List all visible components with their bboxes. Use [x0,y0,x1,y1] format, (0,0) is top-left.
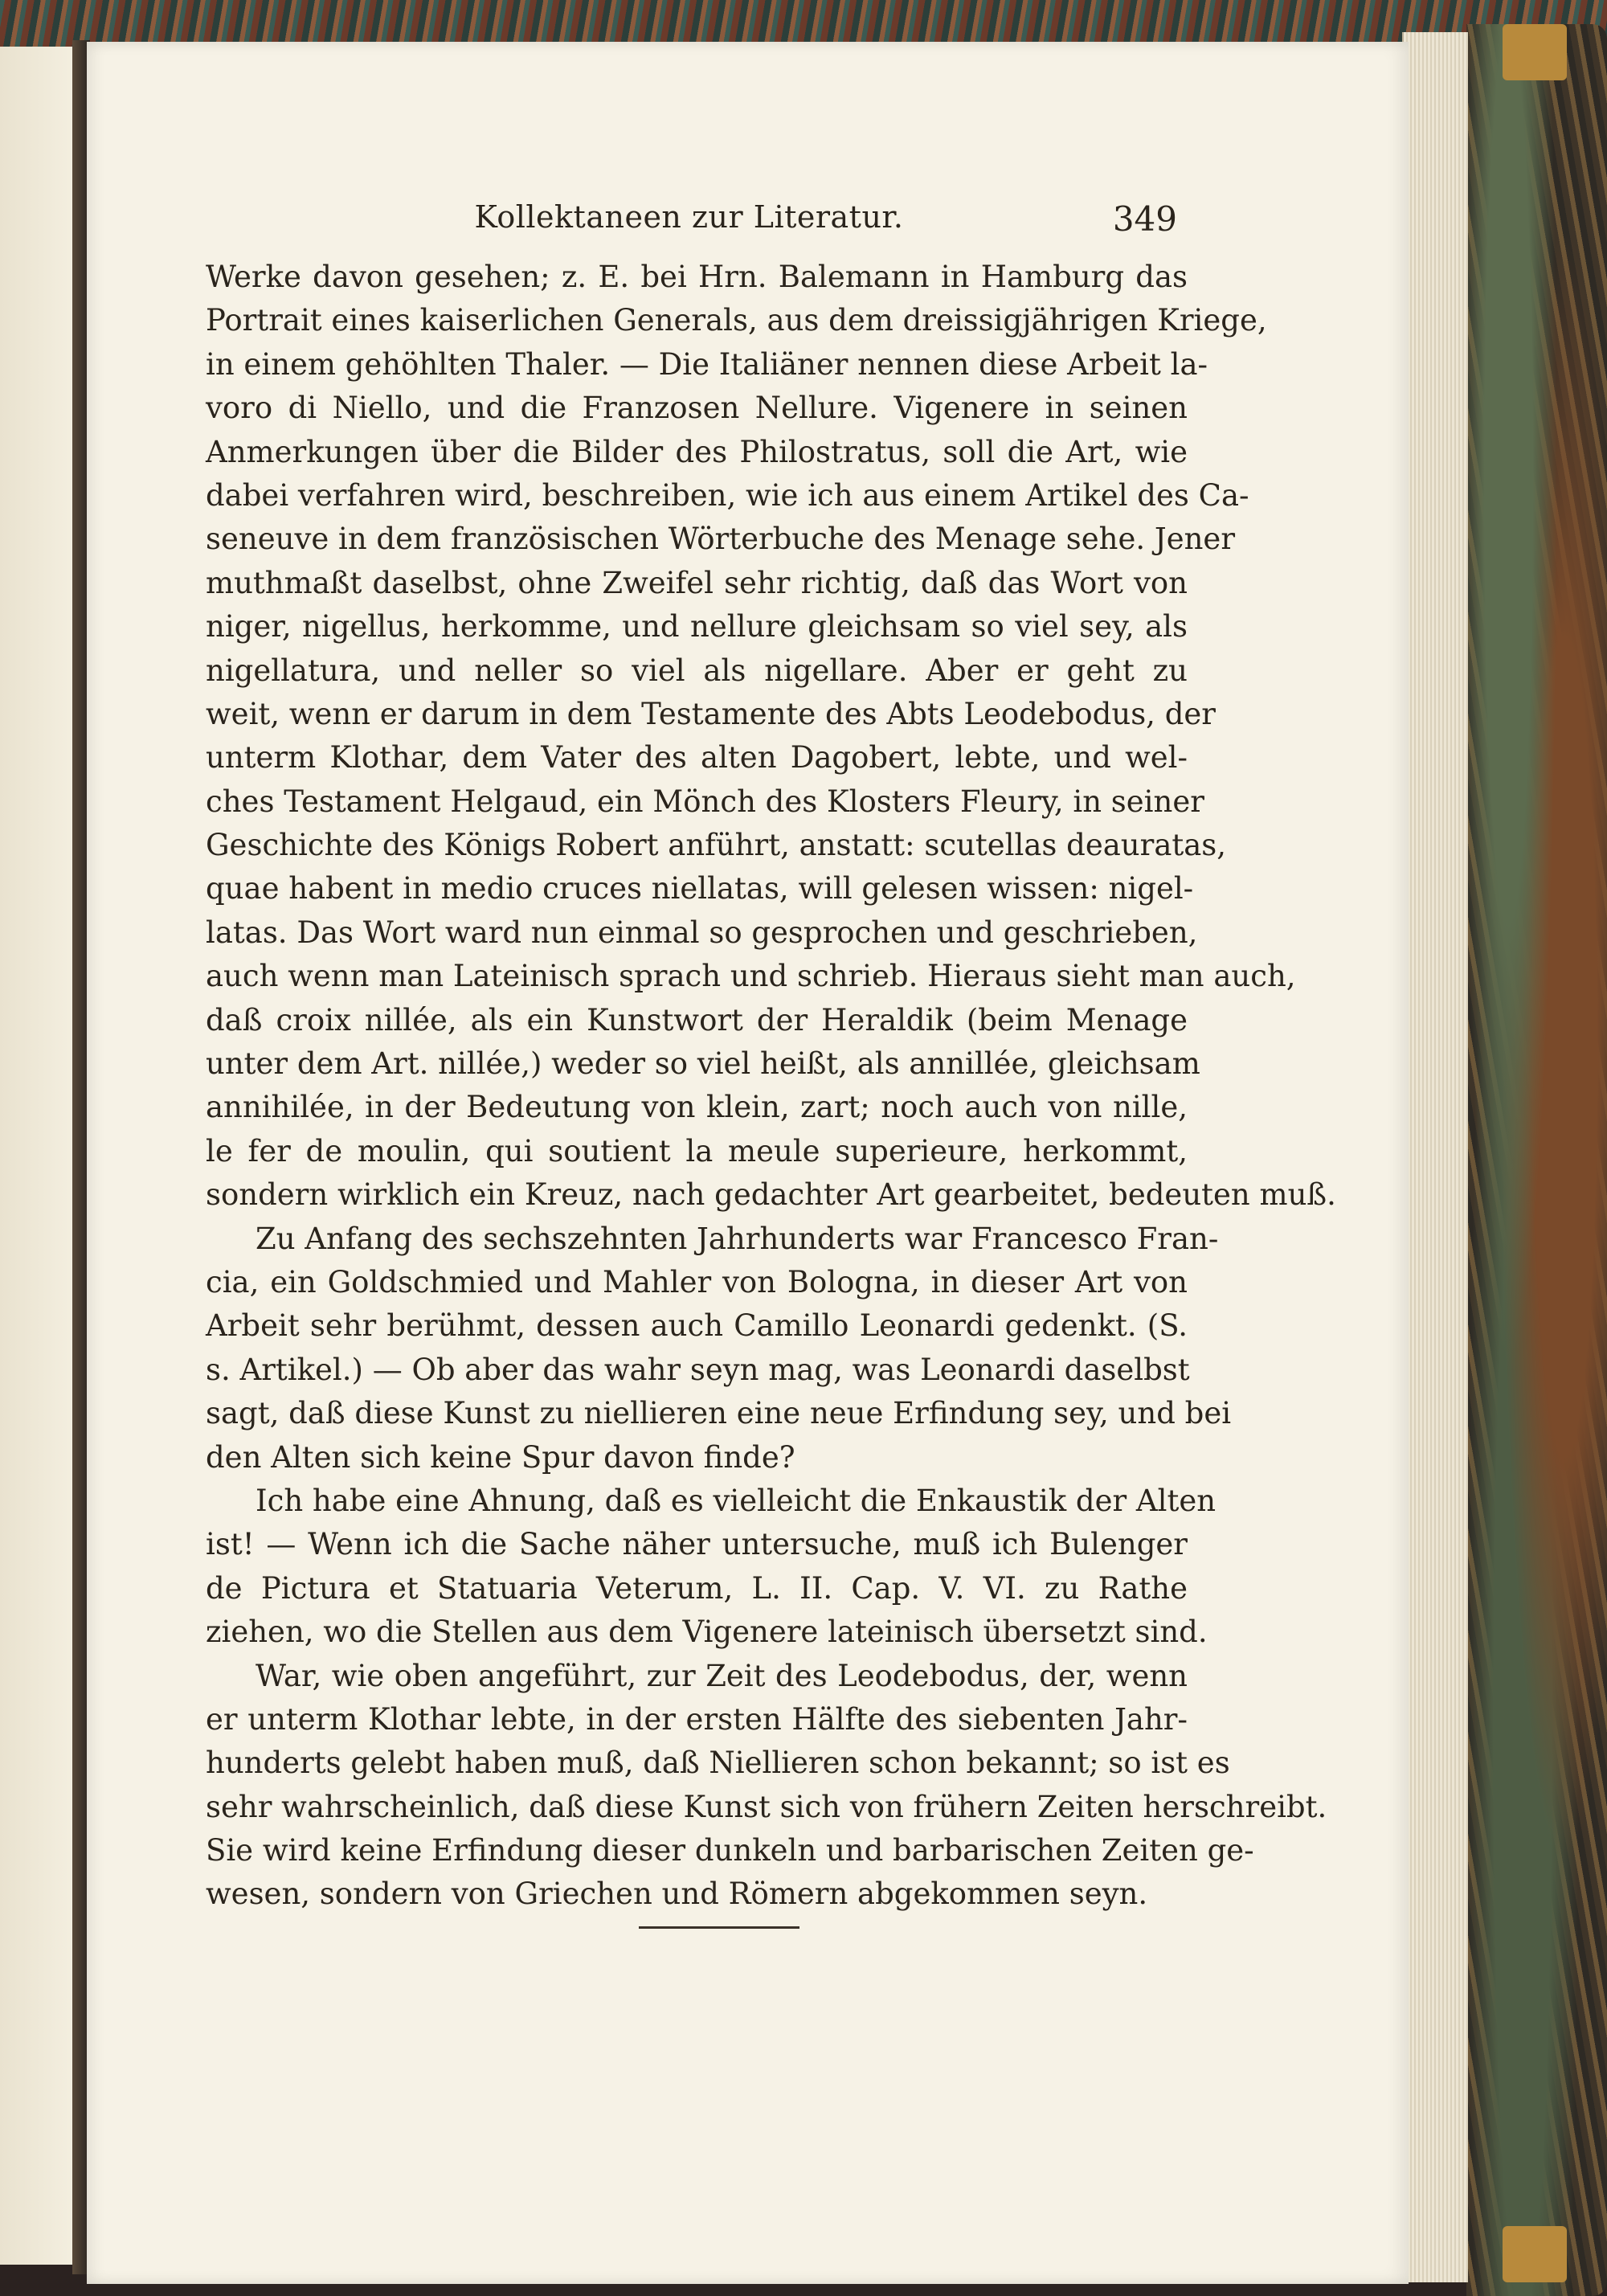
text-line: sehr wahrscheinlich, daß diese Kunst sich von frühern Zeiten herschreibt. [206,1789,1327,1824]
page-stack-edge [1402,32,1468,2282]
text-line: ist! — Wenn ich die Sache näher untersuche, muß ich Bulenger [206,1527,1188,1562]
text-line: wesen, sondern von Griechen und Römern abgekommen seyn. [206,1876,1148,1912]
text-line: le fer de moulin, qui soutient la meule superieure, herkommt, [206,1133,1188,1168]
marbled-cover-right [1466,24,1607,2296]
text-line: annihilée, in der Bedeutung von klein, zart; noch auch von nille, [206,1090,1188,1125]
text-line: unterm Klothar, dem Vater des alten Dagobert, lebte, und wel- [206,740,1188,776]
text-line: Werke davon gesehen; z. E. bei Hrn. Balemann in Hamburg das [206,260,1188,294]
text-line: unter dem Art. nillée,) weder so viel heißt, als annillée, gleichsam [206,1046,1200,1082]
section-separator-rule [639,1926,799,1929]
text-line: in einem gehöhlten Thaler. — Die Italiäner nennen diese Arbeit la- [206,346,1208,382]
text-line: hunderts gelebt haben muß, daß Niellieren schon bekannt; so ist es [206,1746,1230,1781]
text-line: s. Artikel.) — Ob aber das wahr seyn mag, was Leonardi daselbst [206,1352,1190,1387]
text-line: er unterm Klothar lebte, in der ersten Hälfte des siebenten Jahr- [206,1701,1188,1737]
binding-corner-top [1503,24,1567,80]
text-line: daß croix nillée, als ein Kunstwort der Heraldik (beim Menage [206,1002,1188,1037]
text-line: muthmaßt daselbst, ohne Zweifel sehr richtig, daß das Wort von [206,565,1188,600]
text-line: quae habent in medio cruces niellatas, will gelesen wissen: nigel- [206,871,1194,907]
running-head: Kollektaneen zur Literatur. [474,199,904,235]
text-line: seneuve in dem französischen Wörterbuche des Menage sehe. Jener [206,522,1236,557]
text-line: ziehen, wo die Stellen aus dem Vigenere lateinisch übersetzt sind. [206,1615,1208,1650]
text-line: weit, wenn er darum in dem Testamente des Abts Leodebodus, der [206,696,1216,731]
text-line: voro di Niello, und die Franzosen Nellure. Vigenere in seinen [206,391,1188,426]
binding-corner-bottom [1503,2226,1567,2282]
text-line: sondern wirklich ein Kreuz, nach gedachter Art gearbeitet, bedeuten muß. [206,1177,1336,1213]
text-line: niger, nigellus, herkomme, und nellure gleichsam so viel sey, als [206,609,1188,645]
text-line: Zu Anfang des sechszehnten Jahrhunderts war Francesco Fran- [256,1221,1219,1256]
text-line: cia, ein Goldschmied und Mahler von Bologna, in dieser Art von [206,1264,1188,1299]
text-line: de Pictura et Statuaria Veterum, L. II. Cap. V. VI. zu Rathe [206,1570,1188,1606]
page-header [201,199,1177,248]
facing-page-edge [0,47,78,2265]
text-line: Portrait eines kaiserlichen Generals, aus dem dreissigjährigen Kriege, [206,303,1267,338]
text-line: Sie wird keine Erfindung dieser dunkeln und barbarischen Zeiten ge- [206,1833,1254,1868]
text-line: Anmerkungen über die Bilder des Philostratus, soll die Art, wie [206,434,1188,469]
text-line: auch wenn man Lateinisch sprach und schrieb. Hieraus sieht man auch, [206,959,1296,994]
text-line: dabei verfahren wird, beschreiben, wie ich aus einem Artikel des Ca- [206,477,1249,513]
text-line: latas. Das Wort ward nun einmal so gesprochen und geschrieben, [206,915,1198,950]
text-line: ches Testament Helgaud, ein Mönch des Klosters Fleury, in seiner [206,784,1204,819]
text-line: sagt, daß diese Kunst zu niellieren eine neue Erfindung sey, und bei [206,1396,1232,1431]
text-line: den Alten sich keine Spur davon finde? [206,1439,795,1475]
text-line: War, wie oben angeführt, zur Zeit des Leodebodus, der, wenn [256,1658,1188,1693]
body-text [206,256,1336,1917]
text-line: Arbeit sehr berühmt, dessen auch Camillo Leonardi gedenkt. (S. [206,1308,1188,1344]
page-number: 349 [1112,199,1177,239]
text-line: nigellatura, und neller so viel als nigellare. Aber er geht zu [206,653,1188,688]
text-line: Geschichte des Königs Robert anführt, anstatt: scutellas deauratas, [206,828,1227,863]
text-line: Ich habe eine Ahnung, daß es vielleicht die Enkaustik der Alten [256,1483,1216,1518]
